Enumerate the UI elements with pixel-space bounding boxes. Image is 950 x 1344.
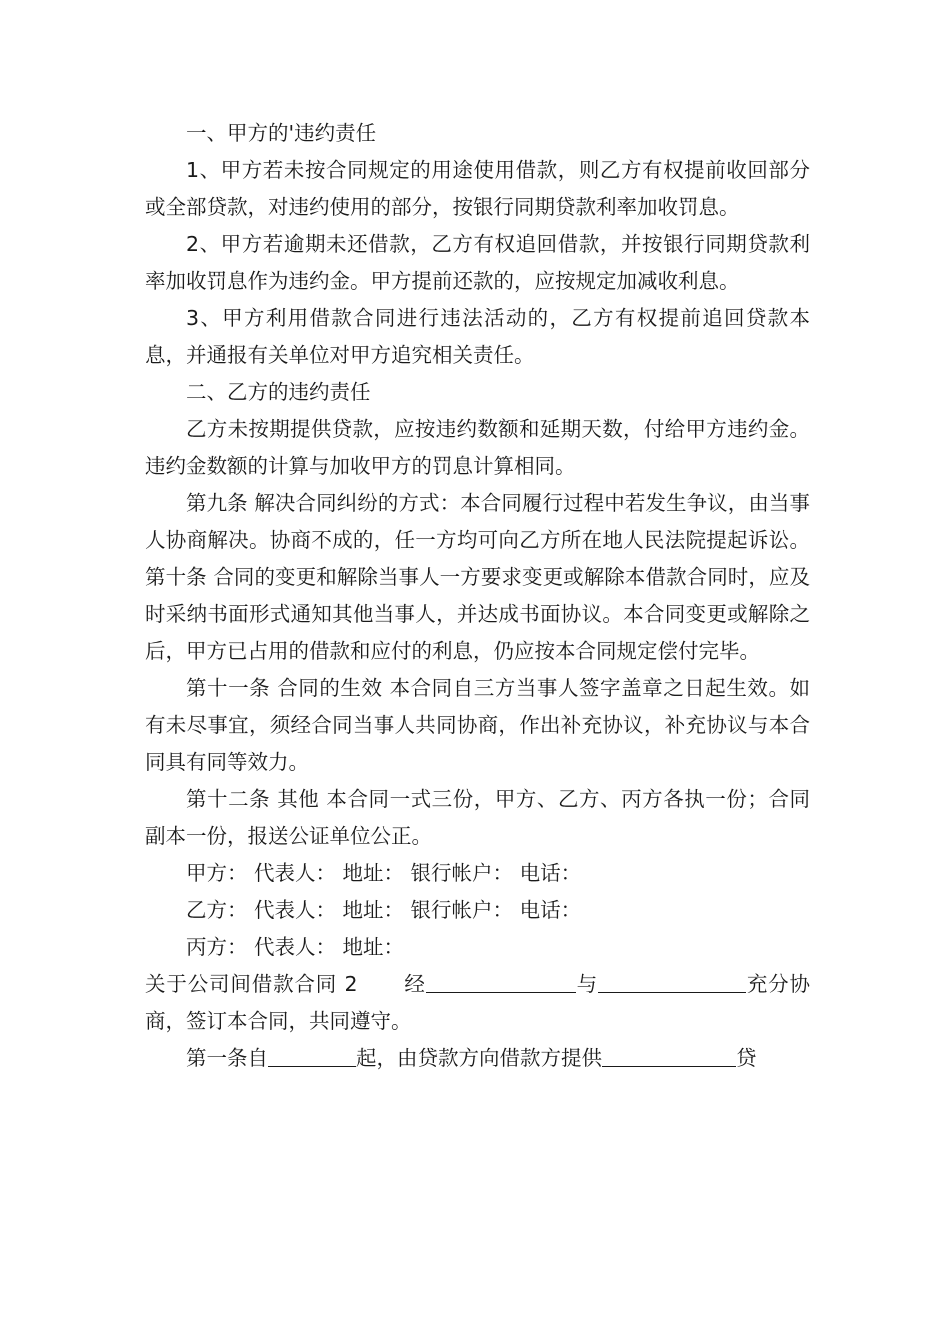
paragraph-second-contract-intro: [145, 966, 810, 1040]
blank-field-amount: [602, 1042, 736, 1067]
section-heading-party-a-liability: 一、甲方的'违约责任: [186, 121, 377, 145]
blank-field-party-1: [426, 968, 576, 993]
paragraph-clause-3: 3、甲方利用借款合同进行违法活动的，乙方有权提前追回贷款本息，并通报有关单位对甲方追究相关责任。: [145, 306, 810, 367]
paragraph-party-b-liability: 乙方未按期提供贷款，应按违约数额和延期天数，付给甲方违约金。违约金数额的计算与加收甲方的罚息计算相同。: [145, 417, 810, 478]
signature-line-party-a: 甲方： 代表人： 地址： 银行帐户： 电话：: [186, 861, 582, 885]
section-heading-party-b-liability: 二、乙方的违约责任: [186, 380, 371, 404]
paragraph-article-11: 第十一条 合同的生效 本合同自三方当事人签字盖章之日起生效。如有未尽事宜，须经合同当事人共同协商，作出补充协议，补充协议与本合同具有同等效力。: [145, 676, 810, 774]
paragraph-article-9-10: 第九条 解决合同纠纷的方式：本合同履行过程中若发生争议，由当事人协商解决。协商不成的，任一方均可向乙方所在地人民法院提起诉讼。 第十条 合同的变更和解除当事人一方要求变更或解除本借款合同时，应及时采纳书面形式通知其他当事人，并达成书面协议。本合同变更或解除之后，甲方已占用的借款和应付的利息，仍应按本合同规定偿付完毕。: [145, 491, 810, 663]
document-body: [145, 115, 810, 1077]
text-negotiation: 充分协商，签订本合同，共同遵守。: [145, 972, 811, 1033]
paragraph-clause-2: 2、甲方若逾期未还借款，乙方有权追回借款，并按银行同期贷款利率加收罚息作为违约金。甲方提前还款的，应按规定加减收利息。: [145, 232, 810, 293]
text-yu: 与: [575, 972, 598, 996]
text-jing: 经: [403, 972, 426, 996]
signature-line-party-b: 乙方： 代表人： 地址： 银行帐户： 电话：: [186, 898, 582, 922]
blank-field-date: [268, 1042, 356, 1067]
text-article-1-end: 贷: [736, 1046, 757, 1070]
paragraph-article-12: 第十二条 其他 本合同一式三份，甲方、乙方、丙方各执一份；合同副本一份，报送公证单位公正。: [145, 787, 810, 848]
second-contract-title: 关于公司间借款合同 2: [145, 972, 358, 996]
paragraph-clause-1: 1、甲方若未按合同规定的用途使用借款，则乙方有权提前收回部分或全部贷款，对违约使用的部分，按银行同期贷款利率加收罚息。: [145, 158, 810, 219]
paragraph-article-1: [145, 1040, 810, 1077]
text-article-1-start: 第一条自: [186, 1046, 268, 1070]
signature-line-party-c: 丙方： 代表人： 地址：: [186, 935, 405, 959]
text-article-1-mid: 起，由贷款方向借款方提供: [356, 1046, 602, 1070]
blank-field-party-2: [598, 968, 746, 993]
